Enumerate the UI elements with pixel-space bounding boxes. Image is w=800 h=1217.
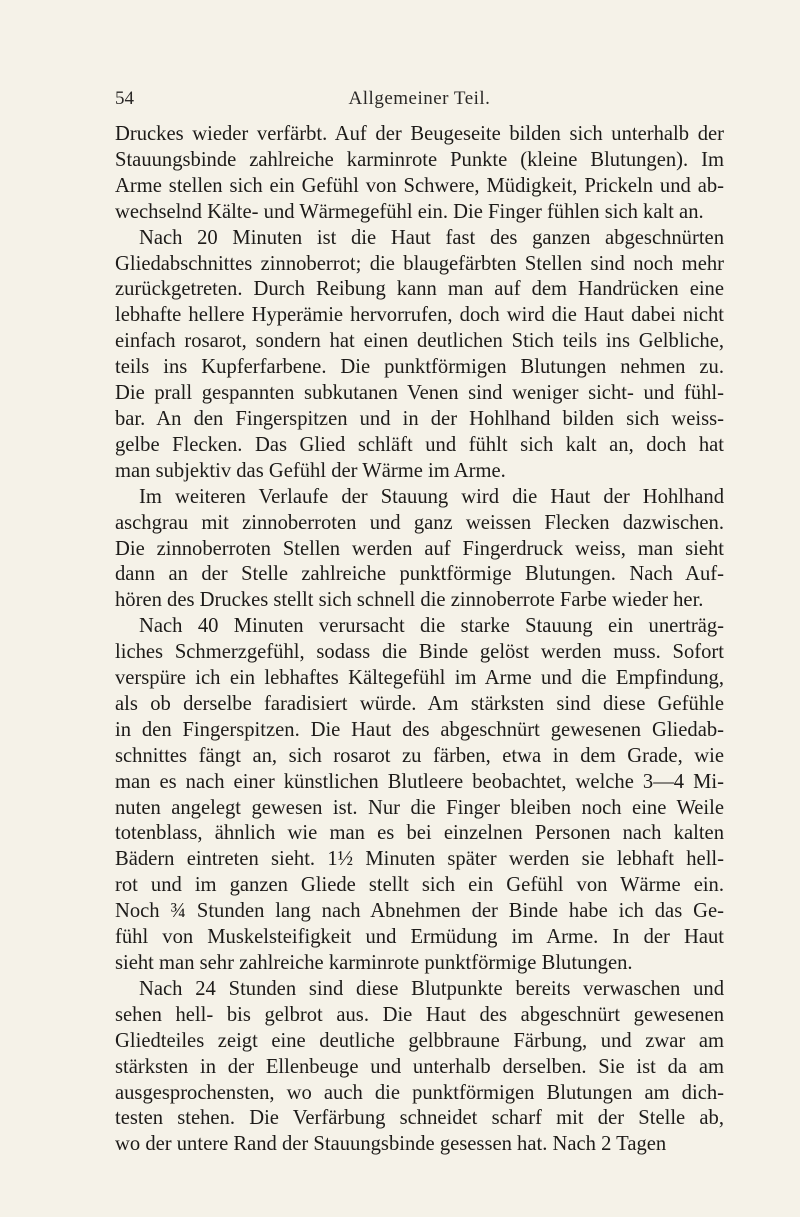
text-line: Stauungsbinde zahlreiche karminrote Punkte (kleine Blutungen). Im bbox=[115, 148, 724, 171]
text-line: aschgrau mit zinnoberroten und ganz weissen Flecken dazwischen. bbox=[115, 511, 724, 534]
text-line: teils ins Kupferfarbene. Die punktförmigen Blutungen nehmen zu. bbox=[115, 356, 724, 379]
text-line: nuten angelegt gewesen ist. Nur die Finger bleiben noch eine Weile bbox=[115, 796, 724, 819]
text-line: dann an der Stelle zahlreiche punktförmige Blutungen. Nach Auf- bbox=[115, 563, 724, 586]
paragraph bbox=[115, 614, 724, 977]
running-title: Allgemeiner Teil. bbox=[348, 88, 491, 109]
text-line: hören des Druckes stellt sich schnell die zinnoberrote Farbe wieder her. bbox=[115, 589, 704, 612]
text-line: gelbe Flecken. Das Glied schläft und fühlt sich kalt an, doch hat bbox=[115, 433, 724, 456]
text-line: wechselnd Kälte- und Wärmegefühl ein. Die Finger fühlen sich kalt an. bbox=[115, 200, 704, 223]
text-line: in den Fingerspitzen. Die Haut des abgeschnürt gewesenen Gliedab- bbox=[115, 718, 724, 741]
text-line: liches Schmerzgefühl, sodass die Binde gelöst werden muss. Sofort bbox=[115, 641, 724, 664]
text-line: fühl von Muskelsteifigkeit und Ermüdung im Arme. In der Haut bbox=[115, 926, 724, 949]
paragraph bbox=[115, 485, 724, 615]
text-line: Die zinnoberroten Stellen werden auf Fingerdruck weiss, man sieht bbox=[115, 537, 724, 560]
text-line: testen stehen. Die Verfärbung schneidet scharf mit der Stelle ab, bbox=[115, 1107, 724, 1130]
text-line: als ob derselbe faradisiert würde. Am stärksten sind diese Gefühle bbox=[115, 692, 724, 715]
text-line: einfach rosarot, sondern hat einen deutlichen Stich teils ins Gelbliche, bbox=[115, 330, 724, 353]
text-line: Nach 40 Minuten verursacht die starke Stauung ein unerträg- bbox=[139, 615, 724, 638]
text-line: Noch ¾ Stunden lang nach Abnehmen der Binde habe ich das Ge- bbox=[115, 900, 724, 923]
text-line: Gliedabschnittes zinnoberrot; die blaugefärbten Stellen sind noch mehr bbox=[115, 252, 724, 275]
text-line: Bädern eintreten sieht. 1½ Minuten später werden sie lebhaft hell- bbox=[115, 848, 724, 871]
text-line: sehen hell- bis gelbrot aus. Die Haut des abgeschnürt gewesenen bbox=[115, 1003, 724, 1026]
text-line: rot und im ganzen Gliede stellt sich ein Gefühl von Wärme ein. bbox=[115, 874, 724, 897]
text-line: totenblass, ähnlich wie man es bei einzelnen Personen nach kalten bbox=[115, 822, 724, 845]
text-line: sieht man sehr zahlreiche karminrote punktförmige Blutungen. bbox=[115, 952, 633, 974]
running-header bbox=[115, 88, 724, 114]
text-line: Arme stellen sich ein Gefühl von Schwere, Müdigkeit, Prickeln und ab- bbox=[115, 174, 724, 197]
paragraph bbox=[115, 122, 724, 226]
paragraph bbox=[115, 977, 724, 1158]
text-line: Nach 20 Minuten ist die Haut fast des ganzen abgeschnürten bbox=[139, 226, 724, 249]
text-line: Nach 24 Stunden sind diese Blutpunkte bereits verwaschen und bbox=[139, 977, 724, 1000]
text-line: Gliedteiles zeigt eine deutliche gelbbraune Färbung, und zwar am bbox=[115, 1029, 724, 1052]
text-line: Druckes wieder verfärbt. Auf der Beugeseite bilden sich unterhalb der bbox=[115, 123, 724, 145]
text-line: zurückgetreten. Durch Reibung kann man auf dem Handrücken eine bbox=[115, 278, 724, 301]
body-text bbox=[115, 122, 724, 1158]
text-line: bar. An den Fingerspitzen und in der Hohlhand bilden sich weiss- bbox=[115, 407, 724, 430]
text-line: stärksten in der Ellenbeuge und unterhalb derselben. Sie ist da am bbox=[115, 1055, 724, 1078]
text-line: man es nach einer künstlichen Blutleere beobachtet, welche 3—4 Mi- bbox=[115, 770, 724, 793]
text-line: ausgesprochensten, wo auch die punktförmigen Blutungen am dich- bbox=[115, 1081, 724, 1104]
text-line: wo der untere Rand der Stauungsbinde gesessen hat. Nach 2 Tagen bbox=[115, 1133, 667, 1156]
paragraph bbox=[115, 226, 724, 485]
text-line: lebhafte hellere Hyperämie hervorrufen, doch wird die Haut dabei nicht bbox=[115, 304, 724, 327]
text-line: schnittes fängt an, sich rosarot zu färben, etwa in dem Grade, wie bbox=[115, 744, 724, 767]
text-line: man subjektiv das Gefühl der Wärme im Arme. bbox=[115, 459, 506, 482]
text-line: verspüre ich ein lebhaftes Kältegefühl im Arme und die Empfindung, bbox=[115, 667, 724, 690]
text-line: Die prall gespannten subkutanen Venen sind weniger sicht- und fühl- bbox=[115, 382, 724, 405]
page-number: 54 bbox=[115, 88, 134, 109]
text-line: Im weiteren Verlaufe der Stauung wird die Haut der Hohlhand bbox=[139, 485, 724, 508]
